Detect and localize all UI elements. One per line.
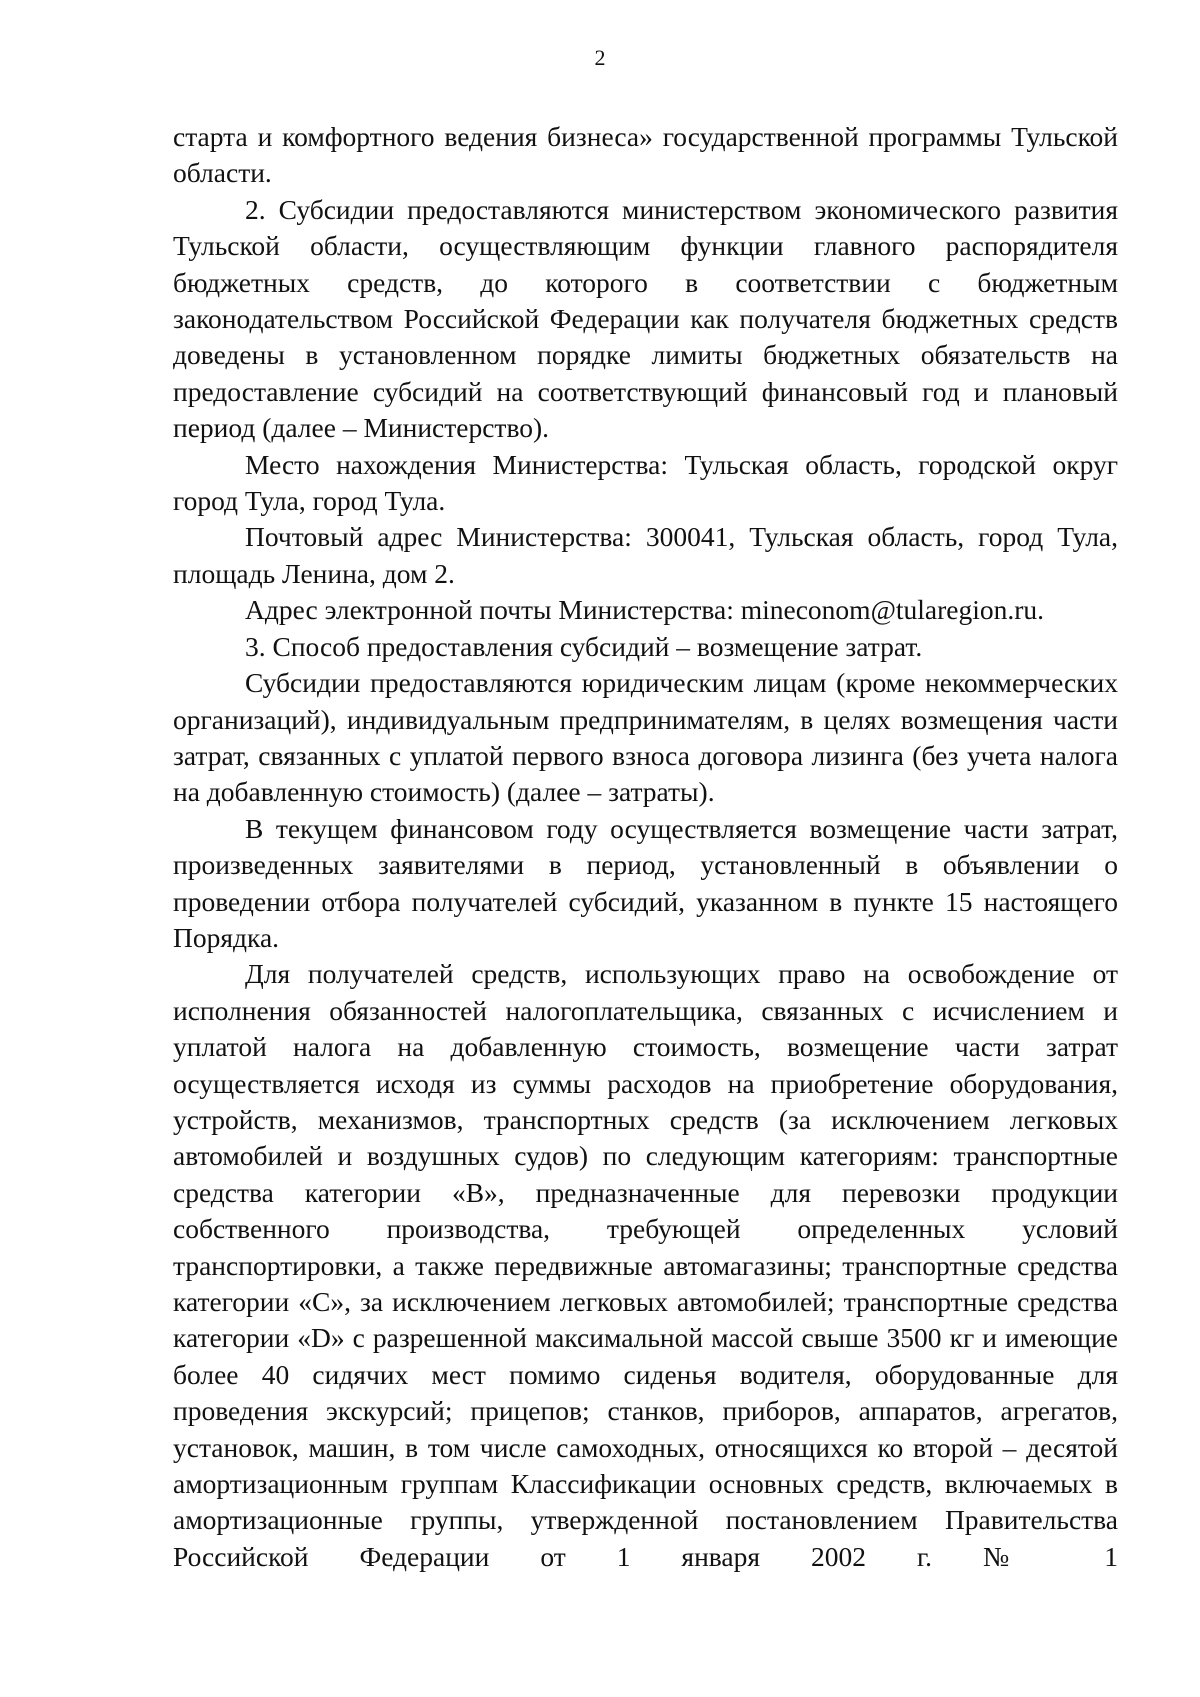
paragraph-program-continuation: старта и комфортного ведения бизнеса» государственной программы Тульской области. (173, 121, 1118, 189)
paragraph-vat-exempt-recipients: Для получателей средств, использующих право на освобождение от исполнения обязанностей налогоплательщика, связанных с исчислением и уплатой налога на добавленную стоимость, возмещение части затрат осуществляется исходя из суммы расходов на приобретение оборудования, устройств, механизмов, транспортных средств (за исключением легковых автомобилей и воздушных судов) по следующим категориям: транспортные средства категории «В», предназначенные для перевозки продукции собственного производства, требующей определенных условий транспортировки, а также передвижные автомагазины; транспортные средства категории «С», за исключением легковых автомобилей; транспортные средства категории «D» с разрешенной максимальной массой свыше 3500 кг и имеющие более 40 сидячих мест помимо сиденья водителя, оборудованные для проведения экскурсий; прицепов; станков, приборов, аппаратов, агрегатов, установок, машин, в том числе самоходных, относящихся ко второй – десятой амортизационным группам Классификации основных средств, включаемых в амортизационные группы, утвержденной постановлением Правительства Российской Федерации от 1 января 2002 г. № 1 (173, 958, 1118, 1572)
paragraph-ministry-postal-address: Почтовый адрес Министерства: 300041, Тульская область, город Тула, площадь Ленина, дом 2. (173, 521, 1118, 589)
page-number: 2 (594, 45, 606, 70)
document-body (173, 119, 1118, 1575)
paragraph-current-year-reimbursement: В текущем финансовом году осуществляется возмещение части затрат, произведенных заявителями в период, установленный в объявлении о проведении отбора получателей субсидий, указанном в пункте 15 настоящего Порядка. (173, 812, 1118, 953)
paragraph-item-2-subsidy-provider: 2. Субсидии предоставляются министерством экономического развития Тульской области, осуществляющим функции главного распорядителя бюджетных средств, до которого в соответствии с бюджетным законодательством Российской Федерации как получателя бюджетных средств доведены в установленном порядке лимиты бюджетных обязательств на предоставление субсидий на соответствующий финансовый год и плановый период (далее – Министерство). (173, 193, 1118, 444)
paragraph-ministry-location: Место нахождения Министерства: Тульская область, городской округ город Тула, город Тула. (173, 448, 1118, 517)
paragraph-item-3-method: 3. Способ предоставления субсидий – возмещение затрат. (245, 630, 923, 662)
paragraph-subsidy-recipients: Субсидии предоставляются юридическим лицам (кроме некоммерческих организаций), индивидуальным предпринимателям, в целях возмещения части затрат, связанных с уплатой первого взноса договора лизинга (без учета налога на добавленную стоимость) (далее – затраты). (173, 667, 1118, 808)
paragraph-ministry-email: Адрес электронной почты Министерства: mineconom@tularegion.ru. (245, 594, 1045, 626)
